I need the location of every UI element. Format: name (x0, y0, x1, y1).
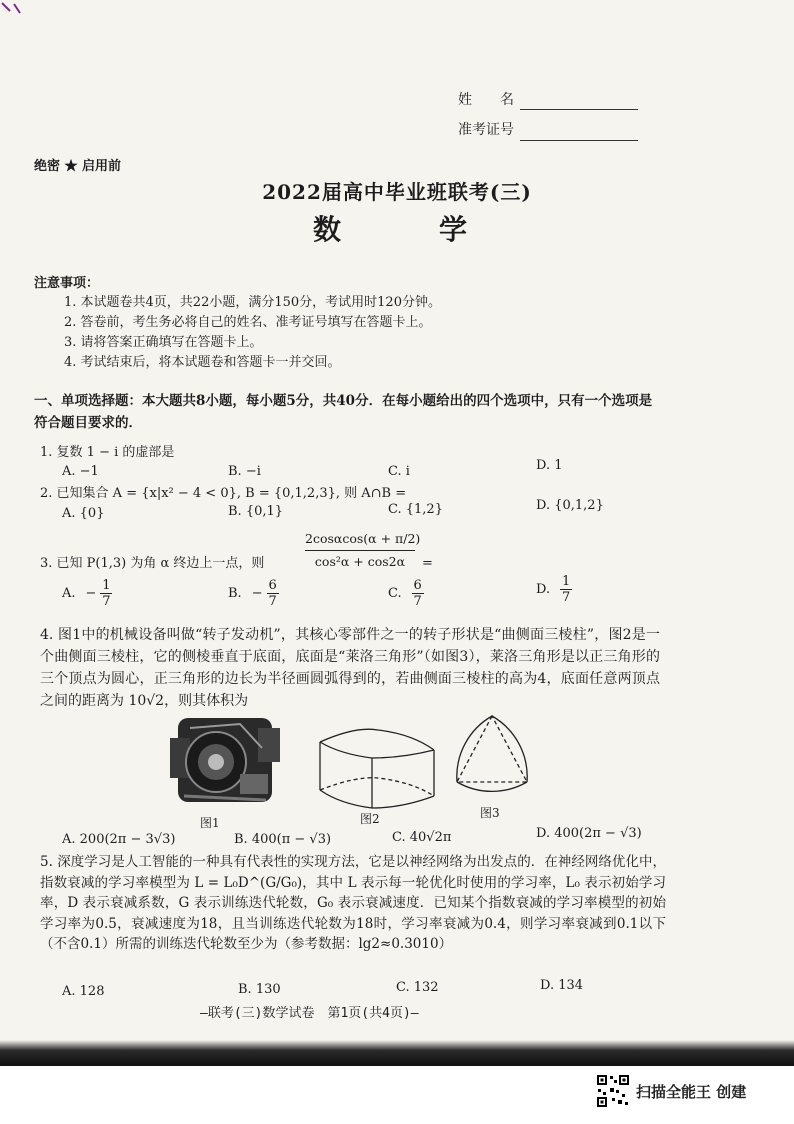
notice-item-3: 3. 请将答案正确填写在答题卡上。 (64, 335, 263, 350)
qr-code-icon (596, 1074, 630, 1108)
figure-2-caption: 图2 (360, 812, 380, 826)
q3-option-c-den: 7 (413, 594, 422, 609)
notice-heading: 注意事项： (34, 276, 100, 291)
q3-option-b-sign: − (251, 586, 263, 601)
figure-1-engine (170, 708, 280, 814)
q3-stem: 3. 已知 P(1,3) 为角 α 终边上一点，则 (40, 556, 265, 571)
q4-option-a: A. 200(2π − 3√3) (62, 832, 176, 847)
id-label: 准考证号 (458, 122, 514, 138)
q3-frac-num: 2cosαcos(α + π/2) (305, 531, 421, 546)
q3-option-d (536, 574, 572, 605)
notice-item-1: 1. 本试题卷共4页，共22小题，满分150分，考试用时120分钟。 (64, 295, 441, 310)
corner-mark (0, 0, 40, 14)
section1-heading: 一、单项选择题：本大题共8小题，每小题5分，共40分．在每小题给出的四个选项中，只有一个选项是符合题目要求的． (34, 393, 653, 431)
q4-option-b: B. 400(π − √3) (234, 832, 332, 847)
q5-option-d: D. 134 (540, 978, 584, 993)
q3-option-a-den: 7 (102, 594, 111, 609)
q3-option-b (228, 578, 279, 609)
figure-3-caption: 图3 (480, 806, 500, 820)
q3-option-a-label: A. (62, 586, 76, 601)
q3-option-a (62, 578, 112, 609)
q3-option-b-num: 6 (268, 578, 277, 593)
name-label: 姓 名 (458, 92, 514, 108)
q3-option-c (388, 578, 424, 609)
figure-1-caption: 图1 (200, 816, 220, 830)
exam-title: 2022届高中毕业班联考(三) (262, 180, 532, 204)
q3-option-a-num: 1 (102, 578, 111, 593)
secret-label: 绝密 ★ 启用前 (34, 159, 122, 174)
q5-option-b: B. 130 (238, 982, 281, 997)
q3-option-c-label: C. (388, 586, 402, 601)
q4-option-d: D. 400(2π − √3) (536, 826, 642, 841)
name-underline (520, 109, 638, 110)
notice-item-2: 2. 答卷前，考生务必将自己的姓名、准考证号填写在答题卡上。 (64, 315, 432, 330)
q2-option-a: A. {0} (62, 506, 105, 521)
q3-equals: = (422, 556, 433, 571)
q1-option-d: D. 1 (536, 458, 563, 473)
notice-item-4: 4. 考试结束后，将本试题卷和答题卡一并交回。 (64, 355, 341, 370)
q3-option-a-sign: − (85, 586, 97, 601)
q3-option-d-num: 1 (561, 574, 571, 589)
page-footer: —联考(三)数学试卷 第1页(共4页)— (200, 1006, 419, 1021)
q2-stem: 2. 已知集合 A = {x|x² − 4 < 0}, B = {0,1,2,3}, 则 A∩B = (40, 486, 407, 501)
figure-3-reuleaux (452, 712, 532, 798)
figure-2-prism (316, 724, 440, 814)
q4-stem: 4. 图1中的机械设备叫做“转子发动机”，其核心零部件之一的转子形状是“曲侧面三棱柱”，图2是一个曲侧面三棱柱，它的侧棱垂直于底面，底面是“莱洛三角形”（如图3），莱洛三角形是以正三角形的三个顶点为圆心，正三角形的边长为半径画圆弧得到的，若曲侧面三棱柱的高为4，底面任意两顶点之间的距离为 10√2，则其体积为 (40, 627, 660, 709)
q2-option-c: C. {1,2} (388, 502, 443, 517)
q3-option-c-num: 6 (413, 578, 422, 593)
q2-option-b: B. {0,1} (228, 504, 284, 519)
q2-option-d: D. {0,1,2} (536, 498, 604, 513)
q1-stem: 1. 复数 1 − i 的虚部是 (40, 445, 175, 460)
q1-option-a: A. −1 (62, 464, 99, 479)
scanner-watermark: 扫描全能王 创建 (636, 1083, 747, 1101)
q3-fraction (305, 530, 421, 571)
scan-edge-band (0, 1040, 794, 1066)
q3-option-b-label: B. (228, 586, 242, 601)
q5-stem: 5. 深度学习是人工智能的一种具有代表性的实现方法，它是以神经网络为出发点的．在神经网络优化中，指数衰减的学习率模型为 L = L₀D^(G/G₀)，其中 L 表示每一轮优化时使用的学习率，L₀ 表示初始学习率，D 表示衰减系数，G 表示训练迭代轮数，G₀ 表示衰减速度．已知某个指数衰减的学习率模型的初始学习率为0.5，衰减速度为18，且当训练迭代轮数为18时，学习率衰减为0.4，则学习率衰减到0.1以下（不含0.1）所需的训练迭代轮数至少为（参考数据：lg2≈0.3010） (40, 854, 666, 952)
q5-option-a: A. 128 (62, 984, 105, 999)
q3-option-d-label: D. (536, 582, 551, 597)
q3-frac-den: cos²α + cos2α (314, 554, 406, 569)
q3-option-d-den: 7 (561, 590, 571, 605)
q3-option-b-den: 7 (268, 594, 277, 609)
q1-option-b: B. −i (228, 464, 261, 479)
q1-option-c: C. i (388, 464, 410, 479)
id-underline (520, 140, 638, 141)
q5-option-c: C. 132 (396, 980, 439, 995)
subject-title: 数 学 (312, 213, 481, 246)
q4-option-c: C. 40√2π (392, 830, 452, 845)
